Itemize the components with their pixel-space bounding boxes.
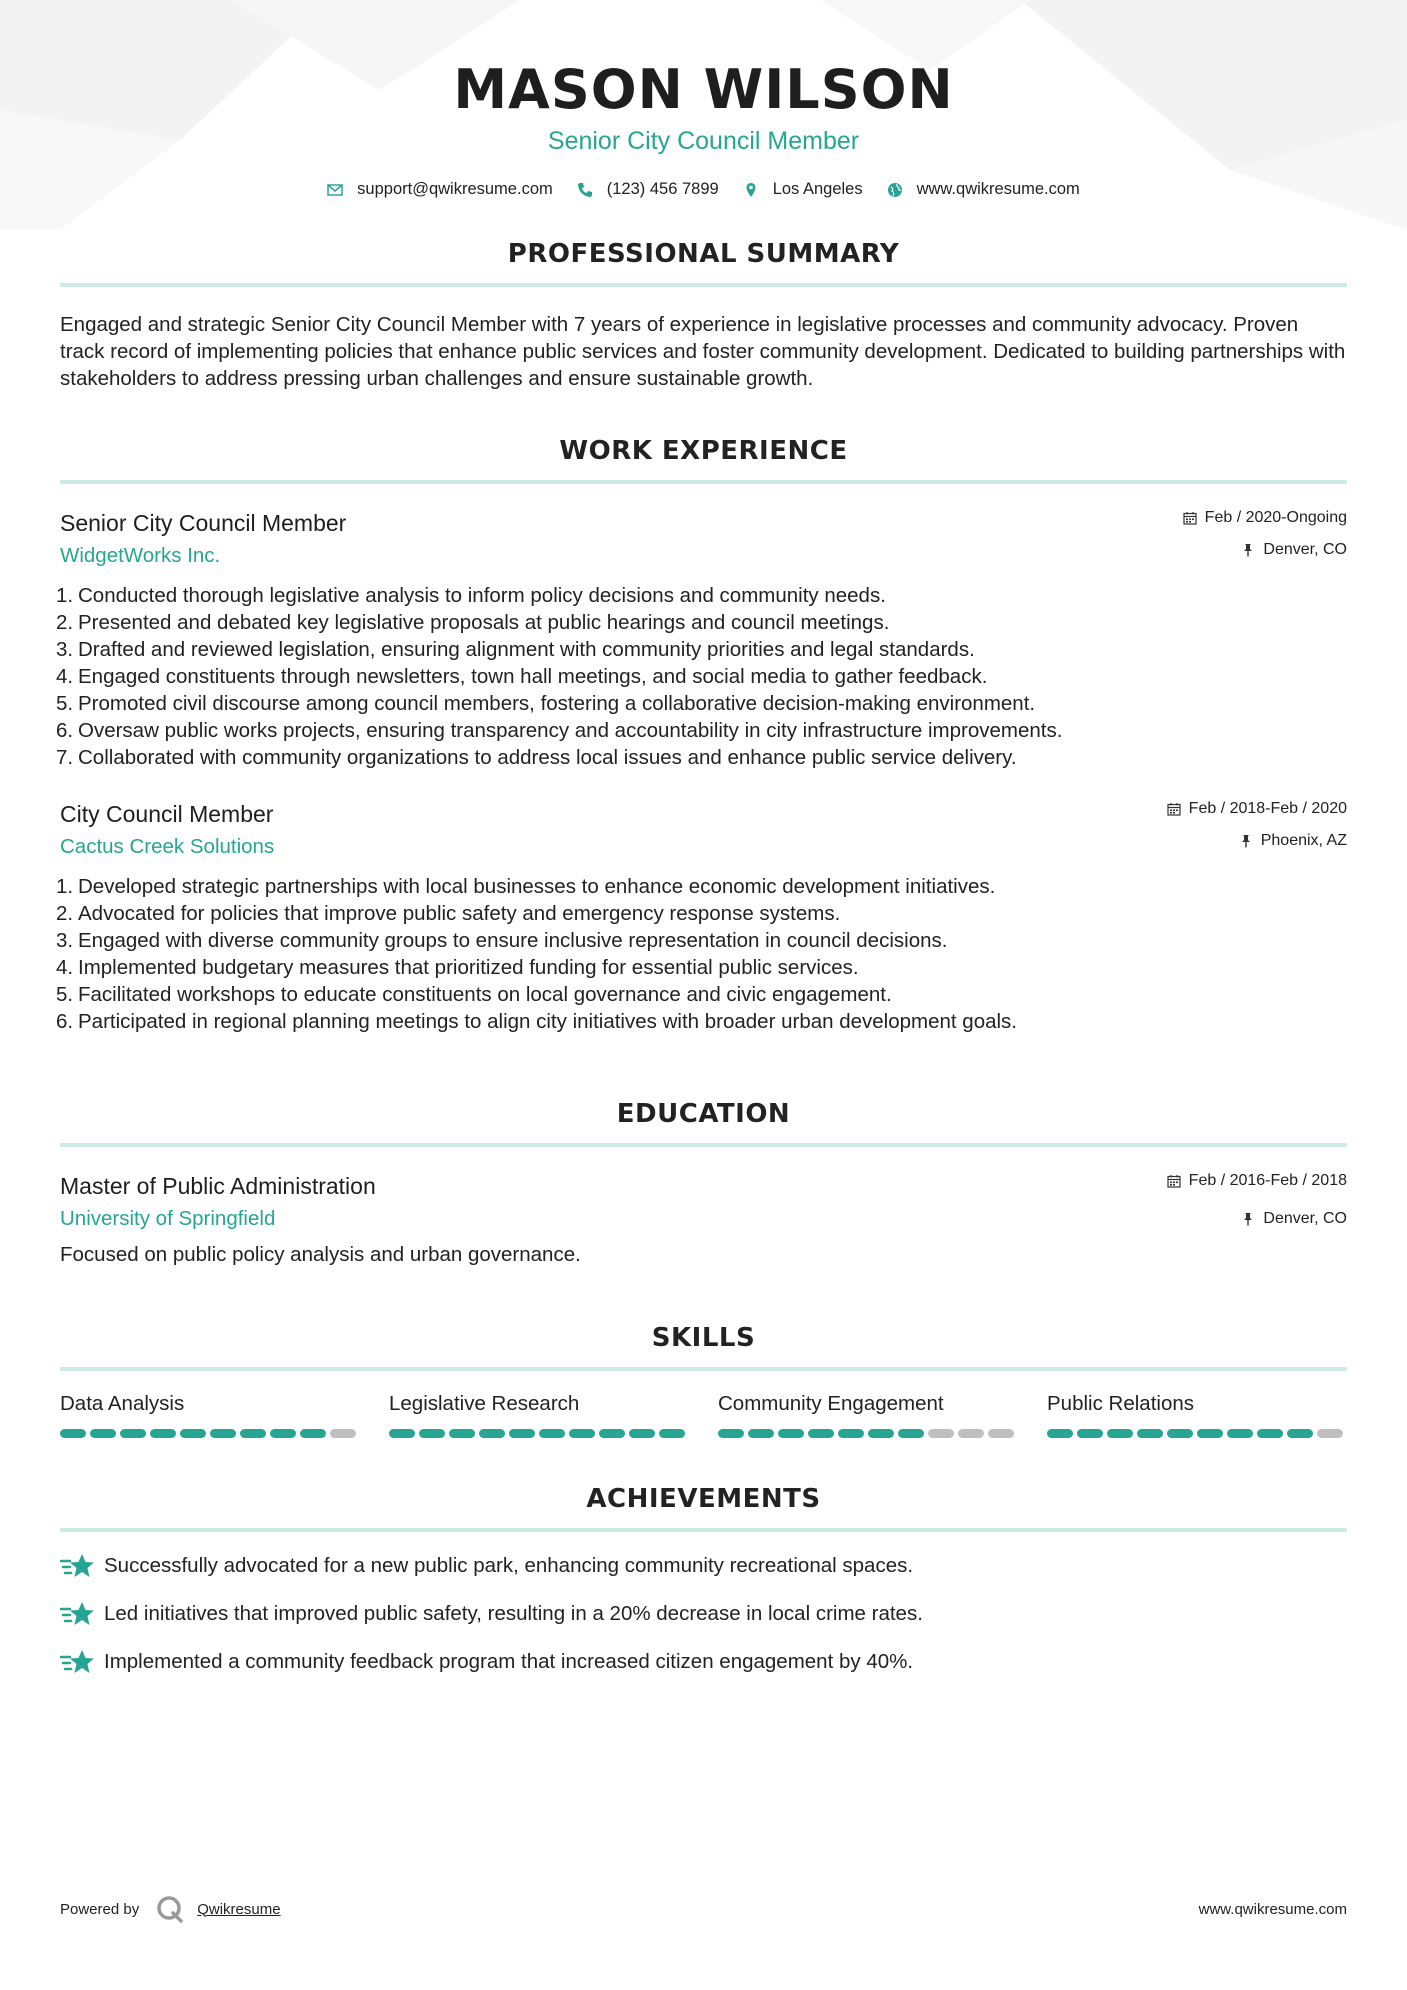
skill-segment-filled — [300, 1429, 326, 1438]
skill-segment-filled — [569, 1429, 595, 1438]
skill-segment-filled — [150, 1429, 176, 1438]
list-item: 5. Facilitated workshops to educate constituents on local governance and civic engagement. — [56, 983, 892, 1006]
section-divider — [60, 283, 1347, 287]
list-item: 3. Engaged with diverse community groups to ensure inclusive representation in council decisions. — [56, 929, 948, 952]
achievement-item — [60, 1600, 1347, 1628]
map-pin-icon — [743, 182, 759, 198]
skill-segment-filled — [479, 1429, 505, 1438]
education-entry — [60, 1171, 1347, 1269]
skill-segment-filled — [838, 1429, 864, 1438]
achievement-item — [60, 1648, 1347, 1676]
list-item: 2. Presented and debated key legislative proposals at public hearings and council meetings. — [56, 611, 890, 634]
skill-item — [1047, 1391, 1347, 1438]
section-divider — [60, 1367, 1347, 1371]
list-item: 4. Engaged constituents through newsletters, town hall meetings, and social media to gather feedback. — [56, 665, 988, 688]
list-item: 5. Promoted civil discourse among council members, fostering a collaborative decision-making environment. — [56, 692, 1036, 715]
calendar-icon — [1183, 511, 1197, 525]
contact-phone[interactable] — [577, 180, 719, 199]
job-dates — [1183, 508, 1347, 528]
skill-segment-filled — [180, 1429, 206, 1438]
skill-segment-filled — [1107, 1429, 1133, 1438]
page-footer — [60, 1894, 1347, 1924]
achievement-text: Implemented a community feedback program that increased citizen engagement by 40%. — [104, 1650, 914, 1673]
skill-segment-filled — [629, 1429, 655, 1438]
skill-segment-filled — [240, 1429, 266, 1438]
skill-segment-filled — [659, 1429, 685, 1438]
job-location-text: Phoenix, AZ — [1260, 832, 1347, 849]
job-entry — [56, 508, 1347, 771]
contact-website[interactable] — [887, 180, 1080, 199]
job-company: WidgetWorks Inc. — [60, 544, 221, 567]
skill-segment-filled — [718, 1429, 744, 1438]
education-location-text: Denver, CO — [1263, 1210, 1347, 1227]
achievement-text: Led initiatives that improved public safety, resulting in a 20% decrease in local crime rates. — [104, 1602, 923, 1625]
skill-segment-empty — [988, 1429, 1014, 1438]
pushpin-icon — [1239, 834, 1253, 848]
skill-level-bar — [718, 1429, 1018, 1438]
calendar-icon — [1167, 1174, 1181, 1188]
list-item: 1. Conducted thorough legislative analysis to inform policy decisions and community needs. — [56, 584, 886, 607]
location-text: Los Angeles — [772, 180, 863, 198]
summary-section — [60, 239, 1347, 392]
footer-website[interactable]: www.qwikresume.com — [1198, 1900, 1347, 1918]
pushpin-icon — [1241, 1212, 1255, 1226]
education-dates-text: Feb / 2016-Feb / 2018 — [1188, 1172, 1347, 1189]
list-item: 1. Developed strategic partnerships with local businesses to enhance economic development initiatives. — [56, 875, 996, 898]
skill-name: Legislative Research — [389, 1392, 580, 1415]
school-name: University of Springfield — [60, 1207, 276, 1230]
skill-level-bar — [60, 1429, 360, 1438]
degree-title: Master of Public Administration — [60, 1173, 376, 1199]
list-item: 7. Collaborated with community organizations to address local issues and enhance public service delivery. — [56, 746, 1017, 769]
globe-icon — [887, 182, 903, 198]
skill-level-bar — [389, 1429, 689, 1438]
education-heading: EDUCATION — [616, 1099, 791, 1129]
skill-item — [718, 1391, 1018, 1438]
job-title: Senior City Council Member — [60, 510, 347, 536]
skill-segment-empty — [928, 1429, 954, 1438]
job-location — [1183, 540, 1347, 560]
star-icon — [60, 1552, 94, 1580]
list-item: 4. Implemented budgetary measures that prioritized funding for essential public services. — [56, 956, 859, 979]
summary-text: Engaged and strategic Senior City Council Member with 7 years of experience in legislative processes and community advocacy. Proven track record of implementing policies that enhance public services and foster community development. Dedicated to building partnerships with stakeholders to address pressing urban challenges and ensure sustainable growth. — [60, 313, 1346, 390]
skill-segment-filled — [389, 1429, 415, 1438]
section-divider — [60, 1143, 1347, 1147]
star-icon — [60, 1648, 94, 1676]
job-bullets — [56, 582, 1347, 771]
section-divider — [60, 1528, 1347, 1532]
education-location — [1167, 1209, 1347, 1229]
education-section — [60, 1099, 1347, 1269]
job-location-text: Denver, CO — [1263, 541, 1347, 558]
skill-item — [389, 1391, 689, 1438]
experience-heading: WORK EXPERIENCE — [559, 436, 848, 466]
job-dates — [1167, 799, 1347, 819]
achievement-item — [60, 1552, 1347, 1580]
list-item: 3. Drafted and reviewed legislation, ensuring alignment with community priorities and legal standards. — [56, 638, 975, 661]
job-dates-text: Feb / 2020-Ongoing — [1204, 509, 1347, 526]
qwikresume-logo-icon — [155, 1894, 185, 1924]
skill-segment-empty — [330, 1429, 356, 1438]
skill-segment-filled — [419, 1429, 445, 1438]
candidate-role: Senior City Council Member — [547, 127, 860, 155]
summary-heading: PROFESSIONAL SUMMARY — [507, 239, 900, 269]
skill-segment-filled — [210, 1429, 236, 1438]
skill-segment-filled — [509, 1429, 535, 1438]
skill-segment-empty — [1317, 1429, 1343, 1438]
achievement-text: Successfully advocated for a new public park, enhancing community recreational spaces. — [104, 1554, 914, 1577]
skill-segment-filled — [808, 1429, 834, 1438]
section-divider — [60, 480, 1347, 484]
calendar-icon — [1167, 802, 1181, 816]
list-item: 2. Advocated for policies that improve public safety and emergency response systems. — [56, 902, 841, 925]
skills-list — [60, 1391, 1347, 1438]
job-dates-text: Feb / 2018-Feb / 2020 — [1188, 800, 1347, 817]
list-item: 6. Oversaw public works projects, ensuring transparency and accountability in city infrastructure improvements. — [56, 719, 1063, 742]
job-bullets — [56, 873, 1347, 1035]
skills-section — [60, 1323, 1347, 1438]
achievements-section — [60, 1484, 1347, 1676]
skill-name: Data Analysis — [60, 1392, 185, 1415]
star-icon — [60, 1600, 94, 1628]
skill-segment-filled — [539, 1429, 565, 1438]
skill-segment-filled — [1257, 1429, 1283, 1438]
skill-segment-filled — [868, 1429, 894, 1438]
job-location — [1167, 831, 1347, 851]
contact-location — [743, 180, 863, 199]
skill-segment-filled — [1287, 1429, 1313, 1438]
phone-text: (123) 456 7899 — [606, 180, 719, 198]
skill-segment-filled — [1167, 1429, 1193, 1438]
achievements-heading: ACHIEVEMENTS — [586, 1484, 821, 1514]
job-company: Cactus Creek Solutions — [60, 835, 275, 858]
skill-segment-filled — [898, 1429, 924, 1438]
email-text: support@qwikresume.com — [357, 180, 553, 198]
skill-name: Community Engagement — [718, 1392, 944, 1415]
skill-item — [60, 1391, 360, 1438]
website-text: www.qwikresume.com — [916, 180, 1080, 198]
job-title: City Council Member — [60, 801, 274, 827]
skill-segment-filled — [1077, 1429, 1103, 1438]
experience-section — [56, 436, 1347, 1035]
skill-level-bar — [1047, 1429, 1347, 1438]
skill-segment-filled — [1227, 1429, 1253, 1438]
skill-segment-filled — [449, 1429, 475, 1438]
skill-segment-filled — [748, 1429, 774, 1438]
skills-heading: SKILLS — [651, 1323, 756, 1353]
skill-segment-filled — [1047, 1429, 1073, 1438]
envelope-icon — [327, 182, 343, 198]
skill-segment-filled — [120, 1429, 146, 1438]
skill-segment-filled — [1197, 1429, 1223, 1438]
qwikresume-link[interactable]: Qwikresume — [197, 1900, 281, 1918]
job-entry — [56, 799, 1347, 1035]
phone-icon — [577, 182, 593, 198]
skill-segment-filled — [778, 1429, 804, 1438]
candidate-name: MASON WILSON — [453, 58, 954, 121]
pushpin-icon — [1241, 543, 1255, 557]
education-description: Focused on public policy analysis and urban governance. — [60, 1243, 581, 1266]
education-dates — [1167, 1171, 1347, 1191]
list-item: 6. Participated in regional planning meetings to align city initiatives with broader urban development goals. — [56, 1010, 1017, 1033]
contact-bar — [60, 180, 1347, 199]
skill-segment-filled — [90, 1429, 116, 1438]
powered-by-label: Powered by — [60, 1900, 140, 1918]
skill-segment-filled — [60, 1429, 86, 1438]
skill-segment-filled — [599, 1429, 625, 1438]
skill-segment-filled — [270, 1429, 296, 1438]
skill-name: Public Relations — [1047, 1392, 1194, 1415]
contact-email[interactable] — [327, 180, 553, 199]
skill-segment-empty — [958, 1429, 984, 1438]
skill-segment-filled — [1137, 1429, 1163, 1438]
